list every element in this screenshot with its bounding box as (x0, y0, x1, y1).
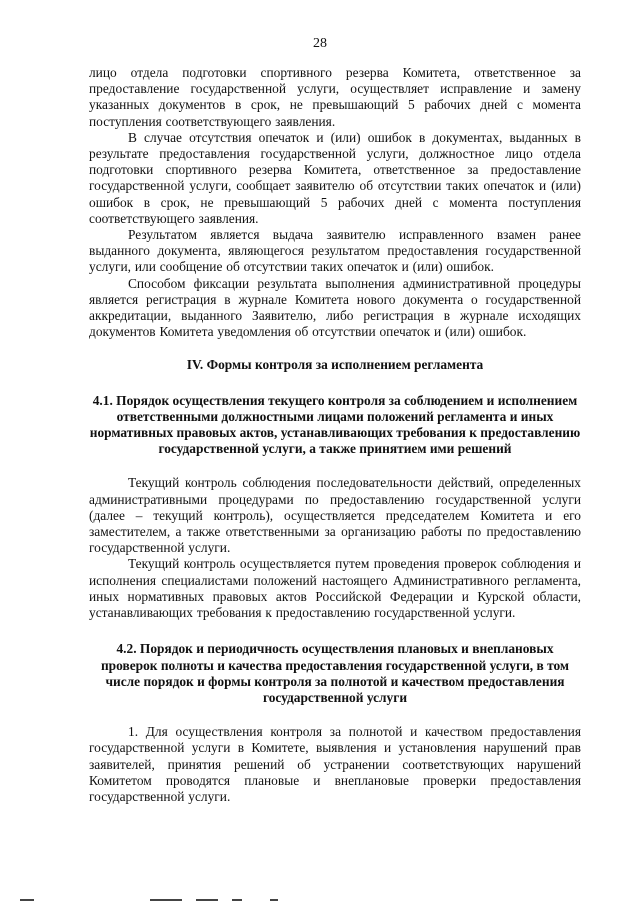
paragraph-continuation: лицо отдела подготовки спортивного резерва Комитета, ответственное за предоставление государственной услуги, осуществляет исправление и замену указанных документов в срок, не превышающий 5 рабочих дней с момента поступления соответствующего заявления. (89, 65, 581, 129)
page-number: 28 (313, 36, 327, 51)
scan-artifact-marks (0, 893, 640, 905)
paragraph-no-errors: В случае отсутствия опечаток и (или) ошибок в документах, выданных в результате предоставления государственной услуги, должностное лицо отдела подготовки спортивного резерва Комитета, ответственное за предоставление государственной услуги, сообщает заявителю об отсутствии таких опечаток и (или) ошибок в срок, не превышающий 5 рабочих дней с момента поступления соответствующего заявления. (89, 129, 581, 226)
scan-mark (196, 899, 218, 901)
scan-mark (270, 899, 278, 901)
subsection-4-1-heading: 4.1. Порядок осуществления текущего контроля за соблюдением и исполнением ответственными должностными лицами положений регламента и иных нормативных правовых актов, устанавливающих требования к предоставлению государственной услуги, а также принятием ими решений (89, 392, 581, 457)
section-4-heading: IV. Формы контроля за исполнением регламента (186, 357, 484, 373)
paragraph-control-method: Текущий контроль осуществляется путем проведения проверок соблюдения и исполнения специалистами положений настоящего Административного регламента, иных нормативных правовых актов Российской Федерации и Курской области, устанавливающих требования к предоставлению государственной услуги. (89, 556, 581, 621)
document-body (89, 65, 581, 805)
scan-mark (150, 899, 182, 901)
paragraph-inspections: 1. Для осуществления контроля за полнотой и качеством предоставления государственной услуги в Комитете, выявления и установления нарушений прав заявителей, принятия решений об устранении соответствующих нарушений Комитетом проводятся плановые и внеплановые проверки предоставления государственной услуги. (89, 724, 581, 804)
subsection-4-2-heading: 4.2. Порядок и периодичность осуществления плановых и внеплановых проверок полноты и качества предоставления государственной услуги, в том числе порядок и формы контроля за полнотой и качеством предоставления государственной услуги (100, 641, 570, 705)
paragraph-fixation-method: Способом фиксации результата выполнения административной процедуры является регистрация в журнале Комитета нового документа о государственной аккредитации, выданного Заявителю, либо регистрация в журнале исходящих документов Комитета уведомления об отсутствии опечаток и (или) ошибок. (89, 275, 581, 340)
scan-mark (232, 899, 242, 901)
paragraph-result: Результатом является выдача заявителю исправленного взамен ранее выданного документа, являющегося результатом предоставления государственной услуги, или сообщение об отсутствии таких опечаток и (или) ошибок. (89, 227, 581, 275)
paragraph-current-control: Текущий контроль соблюдения последовательности действий, определенных административными процедурами по предоставлению государственной услуги (далее – текущий контроль), осуществляется председателем Комитета и его заместителем, а также ответственными за организацию работы по предоставлению государственной услуги. (89, 475, 581, 556)
scan-mark (20, 899, 34, 901)
